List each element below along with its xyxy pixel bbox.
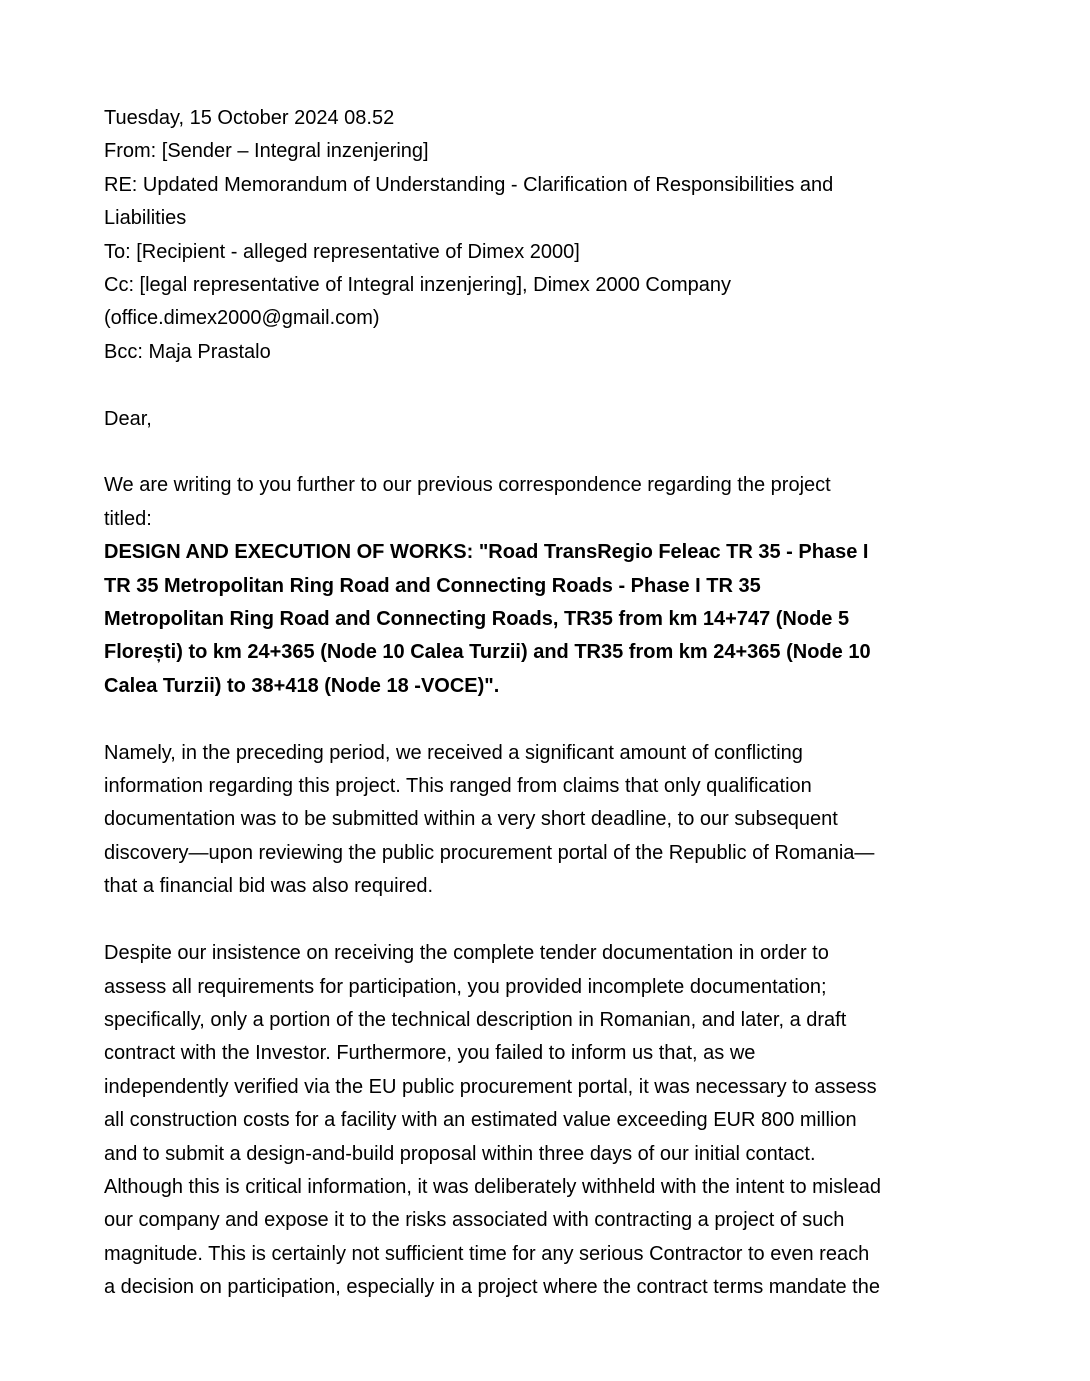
- project-title-line: Metropolitan Ring Road and Connecting Roads, TR35 from km 14+747 (Node 5: [104, 608, 850, 631]
- email-header: [104, 102, 974, 369]
- paragraph-line: that a financial bid was also required.: [104, 875, 434, 898]
- paragraph-line: a decision on participation, especially in a project where the contract terms mandate the: [104, 1276, 880, 1299]
- paragraph-conflicting-information: [104, 737, 974, 904]
- email-document: [104, 102, 974, 1305]
- email-to: To: [Recipient - alleged representative of Dimex 2000]: [104, 240, 580, 263]
- paragraph-incomplete-documentation: [104, 937, 974, 1304]
- email-subject-line-1: RE: Updated Memorandum of Understanding - Clarification of Responsibilities and: [104, 173, 834, 196]
- paragraph-line: magnitude. This is certainly not sufficient time for any serious Contractor to even reach: [104, 1242, 870, 1265]
- email-from: From: [Sender – Integral inzenjering]: [104, 140, 429, 163]
- email-subject-line-2: Liabilities: [104, 207, 187, 230]
- paragraph-line: independently verified via the EU public procurement portal, it was necessary to assess: [104, 1075, 877, 1098]
- project-title-line: Florești) to km 24+365 (Node 10 Calea Turzii) and TR35 from km 24+365 (Node 10: [104, 641, 871, 664]
- intro-paragraph: [104, 469, 974, 536]
- intro-line: titled:: [104, 507, 152, 530]
- paragraph-line: Although this is critical information, it was deliberately withheld with the intent to mislead: [104, 1175, 882, 1198]
- spacer: [104, 369, 974, 402]
- greeting: Dear,: [104, 407, 152, 430]
- spacer: [104, 904, 974, 937]
- email-date: Tuesday, 15 October 2024 08.52: [104, 107, 395, 129]
- paragraph-line: discovery—upon reviewing the public procurement portal of the Republic of Romania—: [104, 841, 875, 864]
- project-title-line: DESIGN AND EXECUTION OF WORKS: "Road TransRegio Feleac TR 35 - Phase I: [104, 541, 869, 564]
- paragraph-line: Despite our insistence on receiving the complete tender documentation in order to: [104, 942, 829, 965]
- project-title-line: TR 35 Metropolitan Ring Road and Connecting Roads - Phase I TR 35: [104, 574, 761, 597]
- paragraph-line: specifically, only a portion of the technical description in Romanian, and later, a draft: [104, 1008, 847, 1031]
- paragraph-line: documentation was to be submitted within a very short deadline, to our subsequent: [104, 808, 838, 831]
- project-title: [104, 536, 974, 703]
- paragraph-line: assess all requirements for participation, you provided incomplete documentation;: [104, 975, 827, 998]
- paragraph-line: and to submit a design-and-build proposal within three days of our initial contact.: [104, 1142, 816, 1165]
- paragraph-line: contract with the Investor. Furthermore, you failed to inform us that, as we: [104, 1042, 756, 1065]
- paragraph-line: all construction costs for a facility with an estimated value exceeding EUR 800 million: [104, 1109, 857, 1132]
- intro-line: We are writing to you further to our previous correspondence regarding the project: [104, 474, 831, 497]
- project-title-line: Calea Turzii) to 38+418 (Node 18 -VOCE)".: [104, 674, 500, 697]
- spacer: [104, 436, 974, 469]
- paragraph-line: our company and expose it to the risks associated with contracting a project of such: [104, 1209, 845, 1232]
- spacer: [104, 703, 974, 736]
- paragraph-line: information regarding this project. This ranged from claims that only qualification: [104, 775, 812, 798]
- greeting-paragraph: [104, 403, 974, 436]
- email-cc-line-2: (office.dimex2000@gmail.com): [104, 307, 380, 330]
- email-cc-line-1: Cc: [legal representative of Integral inzenjering], Dimex 2000 Company: [104, 274, 731, 297]
- paragraph-line: Namely, in the preceding period, we received a significant amount of conflicting: [104, 741, 803, 764]
- email-bcc: Bcc: Maja Prastalo: [104, 340, 271, 363]
